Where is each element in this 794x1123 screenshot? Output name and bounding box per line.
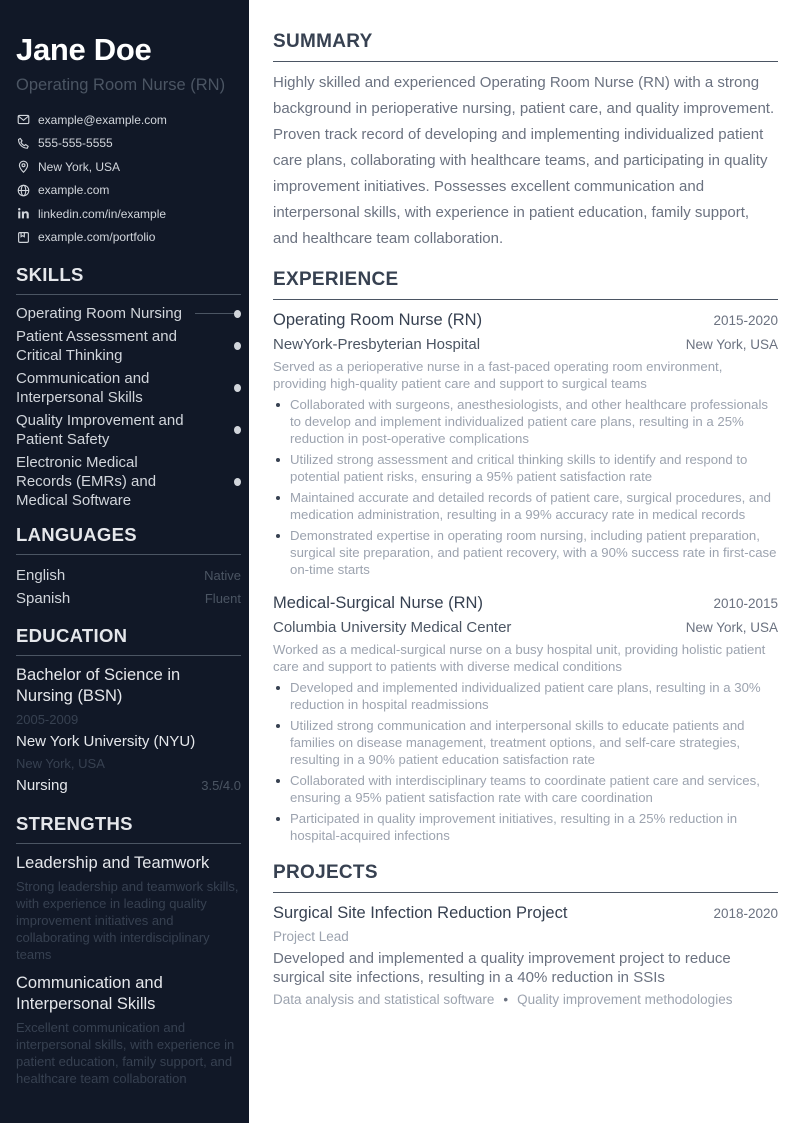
job-bullet: Maintained accurate and detailed records of patient care, surgical procedures, and medication administration, resulting in a 99% accuracy rate in medical records <box>273 489 778 523</box>
education-heading: EDUCATION <box>16 624 241 656</box>
skill-label: Communication and Interpersonal Skills <box>16 370 150 406</box>
contact-phone-text: 555-555-5555 <box>38 136 113 151</box>
projects-section <box>273 861 778 1010</box>
contact-linkedin[interactable] <box>16 202 241 226</box>
job-company: Columbia University Medical Center <box>273 619 512 636</box>
summary-heading: SUMMARY <box>273 30 778 62</box>
strength-title: Leadership and Teamwork <box>16 854 210 872</box>
education-location: New York, USA <box>16 756 105 771</box>
job-entry <box>273 309 778 578</box>
project-tool: Data analysis and statistical software <box>273 992 495 1007</box>
strengths-heading: STRENGTHS <box>16 812 241 844</box>
contact-website[interactable] <box>16 179 241 203</box>
phone-icon <box>16 136 30 150</box>
contact-phone[interactable] <box>16 132 241 156</box>
education-gpa: 3.5/4.0 <box>201 778 241 793</box>
job-bullet: Utilized strong communication and interpersonal skills to educate patients and families on disease management, treatment options, and self-care strategies, resulting in a 90% patient education satisfaction rate <box>273 717 778 768</box>
education-school: New York University (NYU) <box>16 733 196 750</box>
job-location: New York, USA <box>685 620 778 635</box>
skill-level-dot <box>234 384 241 392</box>
project-tools <box>273 989 778 1010</box>
project-header <box>273 902 778 925</box>
summary-section <box>273 30 778 252</box>
skill-level-bar <box>195 384 241 392</box>
languages-section <box>16 523 241 610</box>
skill-item <box>16 369 241 407</box>
job-bullet: Developed and implemented individualized patient care plans, resulting in a 30% reduction in hospital readmissions <box>273 679 778 713</box>
skill-level-bar <box>195 478 241 486</box>
job-bullet: Demonstrated expertise in operating room nursing, including patient preparation, surgical site preparation, and patient recovery, with a 90% success rate in first-case on-time starts <box>273 527 778 578</box>
candidate-name: Jane Doe <box>16 32 152 67</box>
experience-heading: EXPERIENCE <box>273 268 778 300</box>
contact-location <box>16 155 241 179</box>
skill-level-dot <box>234 310 241 318</box>
skill-item <box>16 453 241 510</box>
contact-email-text: example@example.com <box>38 112 167 127</box>
job-subheader <box>273 616 778 640</box>
bullet-separator: • <box>503 992 509 1007</box>
job-header <box>273 309 778 332</box>
contact-list <box>16 108 241 249</box>
strength-title: Communication and Interpersonal Skills <box>16 974 163 1013</box>
skill-level-dot <box>234 478 241 486</box>
strengths-section <box>16 812 241 1087</box>
languages-list <box>16 564 241 610</box>
skills-section <box>16 263 241 510</box>
skill-level-dot <box>234 342 241 350</box>
job-company: NewYork-Presbyterian Hospital <box>273 336 481 353</box>
linkedin-icon <box>16 207 30 221</box>
job-header <box>273 592 778 615</box>
strengths-list <box>16 853 241 1087</box>
job-location: New York, USA <box>685 337 778 352</box>
language-name: English <box>16 567 66 584</box>
job-description: Worked as a medical-surgical nurse on a busy hospital unit, providing holistic patient care and support to patients with diverse medical conditions <box>273 642 766 674</box>
job-bullets <box>273 679 778 844</box>
strength-description: Excellent communication and interpersonal skills, with experience in patient education, family support, and healthcare team collaboration <box>16 1020 235 1086</box>
languages-heading: LANGUAGES <box>16 523 241 555</box>
project-description: Developed and implemented a quality improvement project to reduce surgical site infections, resulting in a 40% reduction in SSIs <box>273 950 731 986</box>
language-level: Fluent <box>204 591 241 606</box>
project-entry <box>273 902 778 1010</box>
strength-item <box>16 973 241 1087</box>
job-dates: 2015-2020 <box>713 313 778 328</box>
project-title: Surgical Site Infection Reduction Project <box>273 904 568 922</box>
strength-item <box>16 853 241 963</box>
language-name: Spanish <box>16 590 71 607</box>
language-level: Native <box>204 568 241 583</box>
portfolio-icon <box>16 230 30 244</box>
mail-icon <box>16 113 30 127</box>
skills-list <box>16 304 241 510</box>
skill-item <box>16 411 241 449</box>
job-entry <box>273 592 778 844</box>
job-bullet: Participated in quality improvement initiatives, resulting in a 25% reduction in hospital-acquired infections <box>273 810 778 844</box>
contact-location-text: New York, USA <box>38 159 121 174</box>
skill-level-dot <box>234 426 241 434</box>
skill-label: Operating Room Nursing <box>16 305 182 322</box>
candidate-role: Operating Room Nurse (RN) <box>16 76 226 94</box>
skill-level-bar <box>195 342 241 350</box>
skill-level-bar <box>195 310 241 318</box>
summary-text: Highly skilled and experienced Operating Room Nurse (RN) with a strong background in perioperative nursing, patient care, and quality improvement. Proven track record of developing and implementing individualized patient care plans, collaborating with healthcare teams, and participating in quality improvement initiatives. Possesses excellent communication and interpersonal skills, with experience in patient education, family support, and healthcare team collaboration. <box>273 74 775 247</box>
education-field: Nursing <box>16 777 68 794</box>
contact-portfolio-text: example.com/portfolio <box>38 230 156 245</box>
job-title: Operating Room Nurse (RN) <box>273 311 483 329</box>
job-title: Medical-Surgical Nurse (RN) <box>273 594 483 612</box>
experience-section <box>273 268 778 844</box>
project-tool: Quality improvement methodologies <box>517 992 733 1007</box>
job-bullet: Collaborated with interdisciplinary teams to coordinate patient care and services, ensuring a 95% patient satisfaction rate with care coordination <box>273 772 778 806</box>
contact-email[interactable] <box>16 108 241 132</box>
skill-label: Electronic Medical Records (EMRs) and Medical Software <box>16 454 157 509</box>
education-degree: Bachelor of Science in Nursing (BSN) <box>16 666 181 705</box>
education-entry <box>16 665 241 797</box>
job-subheader <box>273 333 778 357</box>
skill-label: Patient Assessment and Critical Thinking <box>16 328 177 364</box>
skill-label: Quality Improvement and Patient Safety <box>16 412 184 448</box>
contact-website-text: example.com <box>38 183 110 198</box>
education-section <box>16 624 241 797</box>
project-role: Project Lead <box>273 929 349 944</box>
education-field-row <box>16 775 241 797</box>
main-content <box>249 0 794 1123</box>
language-item <box>16 564 241 587</box>
projects-heading: PROJECTS <box>273 861 778 893</box>
job-description: Served as a perioperative nurse in a fast-paced operating room environment, providing high-quality patient care and support to surgical teams <box>273 359 723 391</box>
skill-level-bar <box>195 426 241 434</box>
skill-item <box>16 327 241 365</box>
strength-description: Strong leadership and teamwork skills, with experience in leading quality improvement initiatives and collaborating with interdisciplinary teams <box>16 879 239 962</box>
contact-linkedin-text: linkedin.com/in/example <box>38 206 167 221</box>
job-bullet: Collaborated with surgeons, anesthesiologists, and other healthcare professionals to develop and implement individualized patient care plans, resulting in a 25% reduction in post-operative complications <box>273 396 778 447</box>
job-dates: 2010-2015 <box>713 596 778 611</box>
job-bullet: Utilized strong assessment and critical thinking skills to identify and respond to potential patient risks, ensuring a 95% patient satisfaction rate <box>273 451 778 485</box>
project-dates: 2018-2020 <box>713 906 778 921</box>
skills-heading: SKILLS <box>16 263 241 295</box>
education-years: 2005-2009 <box>16 712 79 727</box>
globe-icon <box>16 183 30 197</box>
contact-portfolio[interactable] <box>16 226 241 250</box>
sidebar <box>0 0 249 1123</box>
job-bullets <box>273 396 778 578</box>
language-item <box>16 587 241 610</box>
skill-item <box>16 304 241 323</box>
location-pin-icon <box>16 160 30 174</box>
